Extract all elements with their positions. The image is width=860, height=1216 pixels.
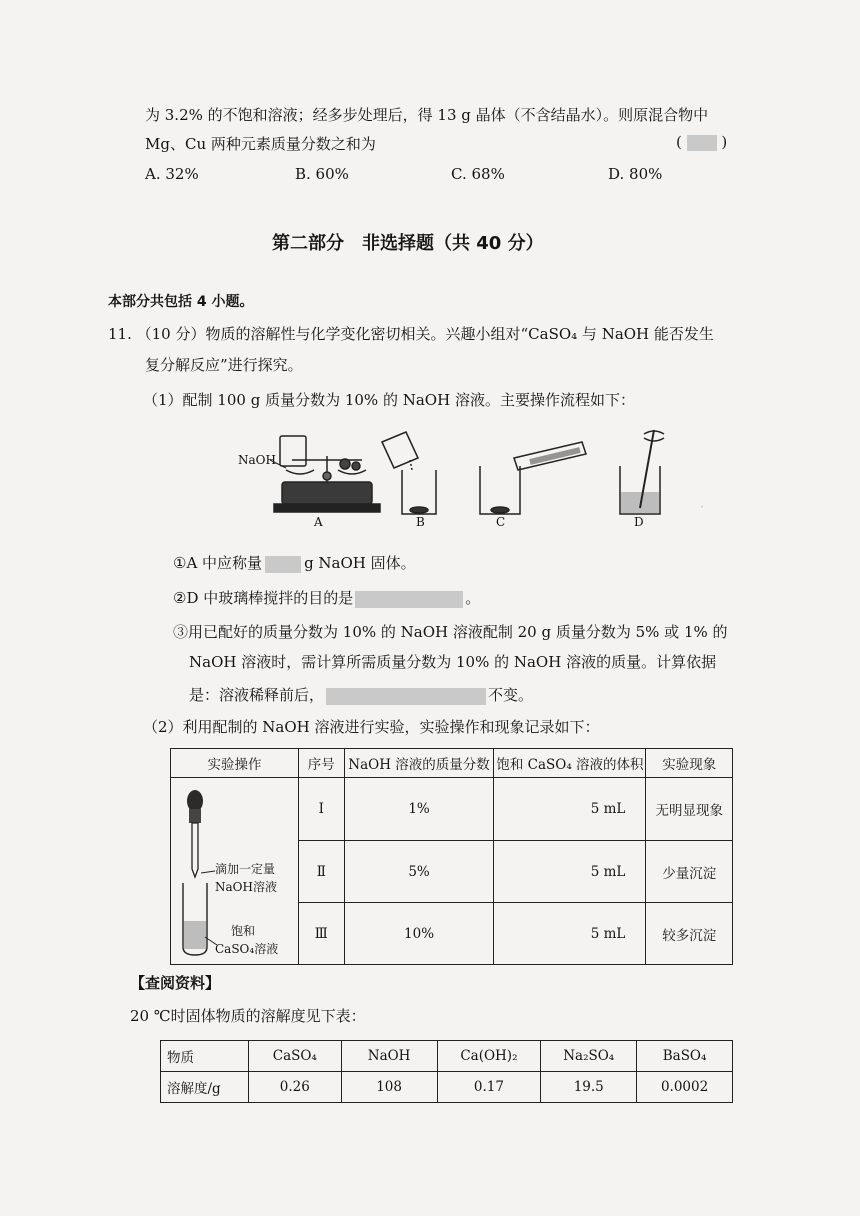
header-number: 序号 xyxy=(298,749,344,778)
substance-cell: Ca(OH)₂ xyxy=(437,1041,541,1072)
label-d: D xyxy=(634,515,644,529)
row2-concentration: 5% xyxy=(344,841,494,903)
solubility-row-label: 溶解度/g xyxy=(161,1072,249,1103)
row3-number: Ⅲ xyxy=(298,903,344,965)
solubility-cell: 19.5 xyxy=(541,1072,637,1103)
cylinder-pouring-icon xyxy=(480,442,586,514)
reference-title: 【查阅资料】 xyxy=(130,974,221,992)
sub1-text-pre: ①A 中应称量 xyxy=(173,554,263,572)
bleed-through-text: · xyxy=(700,500,705,515)
q11-part1: （1）配制 100 g 质量分数为 10% 的 NaOH 溶液。主要操作流程如下： xyxy=(143,391,635,409)
header-concentration: NaOH 溶液的质量分数 xyxy=(344,749,494,778)
beaker-pouring-icon xyxy=(382,432,436,514)
q11-sub3-line3 xyxy=(189,684,533,705)
q10-line1: 为 3.2% 的不饱和溶液；经多步处理后，得 13 g 晶体（不含结晶水）。则原混合物中 xyxy=(145,106,709,124)
q11-sub3-line1: ③用已配好的质量分数为 10% 的 NaOH 溶液配制 20 g 质量分数为 5% 或 1% 的 xyxy=(173,623,728,641)
substance-cell: Na₂SO₄ xyxy=(541,1041,637,1072)
solubility-cell: 0.0002 xyxy=(637,1072,733,1103)
answer-blank-3[interactable] xyxy=(326,688,486,705)
q10-option-c: C. 68% xyxy=(451,165,505,183)
naoh-label: NaOH xyxy=(238,453,276,467)
reference-desc: 20 ℃时固体物质的溶解度见下表： xyxy=(130,1007,366,1025)
substance-row-label: 物质 xyxy=(161,1041,249,1072)
q11-part2: （2）利用配制的 NaOH 溶液进行实验，实验操作和现象记录如下： xyxy=(143,718,600,736)
header-observation: 实验现象 xyxy=(646,749,733,778)
drop-label-2: NaOH溶液 xyxy=(215,880,277,894)
row2-number: Ⅱ xyxy=(298,841,344,903)
balance-icon xyxy=(274,436,380,512)
sub3-text-post: 不变。 xyxy=(488,686,534,704)
q10-option-a: A. 32% xyxy=(145,165,199,183)
sub2-text-post: 。 xyxy=(465,589,481,607)
substance-cell: BaSO₄ xyxy=(637,1041,733,1072)
q10-line2: Mg、Cu 两种元素质量分数之和为 xyxy=(145,135,376,153)
section-intro: 本部分共包括 4 小题。 xyxy=(108,294,254,310)
answer-mask xyxy=(687,135,717,151)
sat-label-2: CaSO₄溶液 xyxy=(215,942,279,956)
header-operation: 实验操作 xyxy=(171,749,299,778)
q11-sub3-line2: NaOH 溶液时，需计算所需质量分数为 10% 的 NaOH 溶液的质量。计算依据 xyxy=(189,653,717,671)
row1-volume: 5 mL xyxy=(494,778,646,841)
label-a: A xyxy=(314,515,323,529)
label-c: C xyxy=(496,515,506,529)
row2-volume: 5 mL xyxy=(494,841,646,903)
experiment-table xyxy=(170,748,733,965)
table-row xyxy=(161,1072,733,1103)
q11-stem-line2: 复分解反应”进行探究。 xyxy=(145,356,303,374)
label-b: B xyxy=(416,515,425,529)
row3-observation: 较多沉淀 xyxy=(646,903,733,965)
solubility-cell: 0.26 xyxy=(248,1072,341,1103)
sub3-text-pre: 是：溶液稀释前后， xyxy=(189,686,325,704)
sat-label-1: 饱和 xyxy=(231,924,256,938)
row1-number: Ⅰ xyxy=(298,778,344,841)
solubility-cell: 108 xyxy=(341,1072,437,1103)
q10-option-b: B. 60% xyxy=(295,165,349,183)
table-row xyxy=(161,1041,733,1072)
table-row xyxy=(171,778,733,841)
solubility-cell: 0.17 xyxy=(437,1072,541,1103)
preparation-procedure-figure xyxy=(230,420,690,530)
row3-volume: 5 mL xyxy=(494,903,646,965)
bracket-open: ( xyxy=(676,133,682,151)
row1-observation: 无明显现象 xyxy=(646,778,733,841)
sub2-text-pre: ②D 中玻璃棒搅拌的目的是 xyxy=(173,589,354,607)
row3-concentration: 10% xyxy=(344,903,494,965)
bracket-close: ) xyxy=(721,133,728,151)
q11-sub2 xyxy=(173,587,480,608)
sub1-text-post: g NaOH 固体。 xyxy=(304,554,416,572)
q10-option-d: D. 80% xyxy=(608,165,663,183)
experiment-table-header xyxy=(171,749,733,778)
q11-stem-line1: 11. （10 分）物质的溶解性与化学变化密切相关。兴趣小组对“CaSO₄ 与 NaOH 能否发生 xyxy=(108,325,714,343)
answer-blank-2[interactable] xyxy=(355,591,463,608)
solubility-table xyxy=(160,1040,733,1103)
row1-concentration: 1% xyxy=(344,778,494,841)
stirring-beaker-icon xyxy=(620,430,664,514)
substance-cell: CaSO₄ xyxy=(248,1041,341,1072)
answer-blank-1[interactable] xyxy=(265,556,301,573)
header-volume: 饱和 CaSO₄ 溶液的体积 xyxy=(494,749,646,778)
drop-label-1: 滴加一定量 xyxy=(215,862,276,876)
q11-sub1 xyxy=(173,552,416,573)
row2-observation: 少量沉淀 xyxy=(646,841,733,903)
apparatus-cell xyxy=(171,778,299,965)
q10-answer-bracket xyxy=(676,133,727,151)
section-title: 第二部分 非选择题（共 40 分） xyxy=(272,233,544,254)
substance-cell: NaOH xyxy=(341,1041,437,1072)
